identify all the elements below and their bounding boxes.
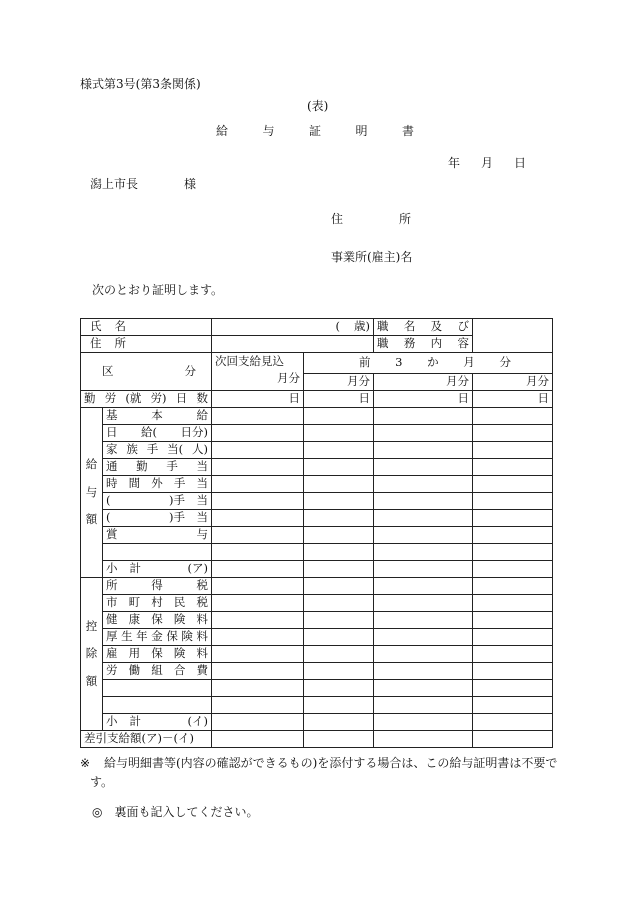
days-month-3[interactable]: 日: [473, 391, 553, 408]
kyuyo-row: [81, 544, 553, 561]
days-label: 勤 労 (就 労) 日 数: [81, 391, 212, 408]
kojo-item-label[interactable]: [103, 680, 212, 697]
form-number: 様式第3号(第3条関係): [80, 77, 201, 91]
kojo-item-label: 市 町 村 民 税: [103, 595, 212, 612]
job-duty-label: 職 務 内 容: [374, 336, 473, 353]
month-3-header: 月分: [473, 374, 553, 391]
prev-3-months-header: 前 3 か 月 分: [304, 353, 553, 374]
name-value[interactable]: ( 歳): [212, 319, 374, 336]
kyuyo-row: [81, 459, 553, 476]
kyuyo-subtotal-label: 小 計 (ア): [103, 561, 212, 578]
days-row: [81, 391, 553, 408]
kyuyo-item-label: 基 本 給: [103, 408, 212, 425]
kojo-subtotal-label: 小 計 (イ): [103, 714, 212, 731]
kyuyo-subtotal-row: [81, 561, 553, 578]
statement: 次のとおり証明します。: [92, 283, 224, 297]
kyuyo-item-label: 家 族 手 当( 人): [103, 442, 212, 459]
header-row-1: [81, 353, 553, 374]
month-1-header: 月分: [304, 374, 374, 391]
kyuyo-row: [81, 476, 553, 493]
net-pay-row: [81, 731, 553, 748]
kyuyo-row: [81, 510, 553, 527]
date-line: 年 月 日: [448, 156, 526, 170]
note-circle-text: 裏面も記入してください。: [114, 805, 259, 819]
kojo-item-label: 健 康 保 険 料: [103, 612, 212, 629]
name-label: 氏 名: [81, 319, 212, 336]
kyuyo-item-label: 時 間 外 手 当: [103, 476, 212, 493]
note-asterisk-text: 給与明細書等(内容の確認ができるもの)を添付する場合は、この給与証明書は不要で: [104, 756, 558, 770]
kojo-item-label[interactable]: [103, 697, 212, 714]
days-next[interactable]: 日: [212, 391, 304, 408]
kyuyo-item-label[interactable]: [103, 544, 212, 561]
address-value[interactable]: [212, 336, 374, 353]
addressee-honorific: 様: [184, 177, 197, 191]
attachment-note: [80, 754, 560, 792]
kojo-row: [81, 663, 553, 680]
kojo-row: [81, 646, 553, 663]
next-month-header: 次回支給見込 月分: [212, 353, 304, 391]
issuer-address-label: 住 所: [331, 212, 411, 226]
kyuyo-item-label: ( )手 当: [103, 493, 212, 510]
kyuyo-item-label: 日 給( 日分): [103, 425, 212, 442]
kojo-item-label: 雇 用 保 険 料: [103, 646, 212, 663]
kojo-row: [81, 680, 553, 697]
net-pay-label: 差引支給額(ア)－(イ): [81, 731, 212, 748]
kubun-header: 区 分: [81, 353, 212, 391]
kojo-row: [81, 578, 553, 595]
days-month-1[interactable]: 日: [304, 391, 374, 408]
kojo-item-label: 労 働 組 合 費: [103, 663, 212, 680]
kyuyo-row: [81, 425, 553, 442]
address-label: 住 所: [81, 336, 212, 353]
document-title: 給 与 証 明 書: [216, 124, 414, 138]
kojo-item-label: 所 得 税: [103, 578, 212, 595]
kyuyo-row: [81, 527, 553, 544]
note-asterisk-text-cont: す。: [90, 775, 114, 789]
kyuyo-item-label: 通 勤 手 当: [103, 459, 212, 476]
days-month-2[interactable]: 日: [374, 391, 473, 408]
kyuyo-group-label: 給 与 額: [81, 408, 103, 578]
form-side: (表): [307, 99, 329, 113]
kyuyo-row: [81, 493, 553, 510]
kojo-subtotal-row: [81, 714, 553, 731]
kojo-item-label: 厚 生 年 金 保 険 料: [103, 629, 212, 646]
kojo-row: [81, 629, 553, 646]
salary-table: [80, 318, 553, 748]
kojo-row: [81, 697, 553, 714]
job-title-label: 職 名 及 び: [374, 319, 473, 336]
month-2-header: 月分: [374, 374, 473, 391]
reverse-side-note: [92, 806, 259, 818]
kyuyo-item-label: 賞 与: [103, 527, 212, 544]
job-title-value[interactable]: [473, 319, 553, 353]
kyuyo-item-label: ( )手 当: [103, 510, 212, 527]
kojo-group-label: 控 除 額: [81, 578, 103, 731]
employer-label: 事業所(雇主)名: [331, 250, 413, 264]
note-asterisk-mark: ※: [80, 756, 91, 770]
kyuyo-row: [81, 408, 553, 425]
kyuyo-row: [81, 442, 553, 459]
name-row: [81, 319, 553, 336]
addressee: 潟上市長: [90, 177, 139, 191]
note-circle-mark: ◎: [92, 805, 103, 819]
kojo-row: [81, 612, 553, 629]
kojo-row: [81, 595, 553, 612]
